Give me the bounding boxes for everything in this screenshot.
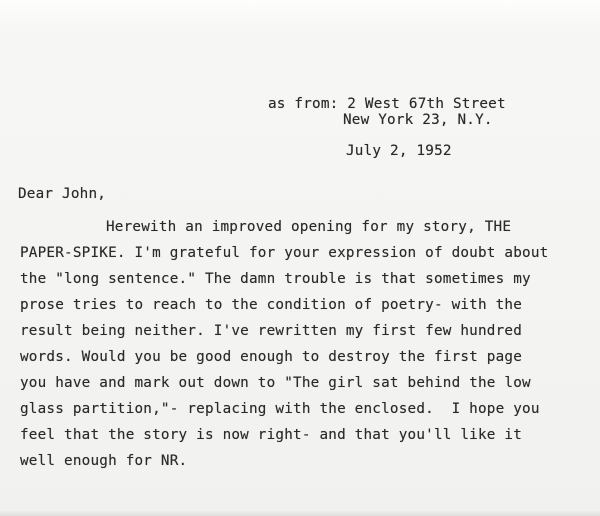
- body-line-5: result being neither. I've rewritten my first few hundred: [20, 323, 523, 339]
- body-line-9: feel that the story is now right- and that you'll like it: [20, 427, 523, 443]
- return-address-line-2: New York 23, N.Y.: [343, 112, 493, 128]
- body-line-4: prose tries to reach to the condition of poetry- with the: [20, 297, 523, 313]
- body-line-1: Herewith an improved opening for my story, THE: [106, 219, 512, 235]
- letter-date: July 2, 1952: [346, 143, 452, 159]
- body-line-3: the "long sentence." The damn trouble is that sometimes my: [20, 271, 531, 287]
- salutation: Dear John,: [18, 186, 107, 202]
- paper-bottom-shadow: [0, 510, 600, 516]
- body-line-10: well enough for NR.: [20, 453, 188, 469]
- body-line-7: you have and mark out down to "The girl sat behind the low: [20, 375, 531, 391]
- body-line-6: words. Would you be good enough to destroy the first page: [20, 349, 523, 365]
- paper-top-highlight: [0, 0, 600, 28]
- body-line-8: glass partition,"- replacing with the enclosed. I hope you: [20, 401, 540, 417]
- body-line-2: PAPER-SPIKE. I'm grateful for your expression of doubt about: [20, 245, 549, 261]
- return-address-line-1: as from: 2 West 67th Street: [268, 96, 506, 112]
